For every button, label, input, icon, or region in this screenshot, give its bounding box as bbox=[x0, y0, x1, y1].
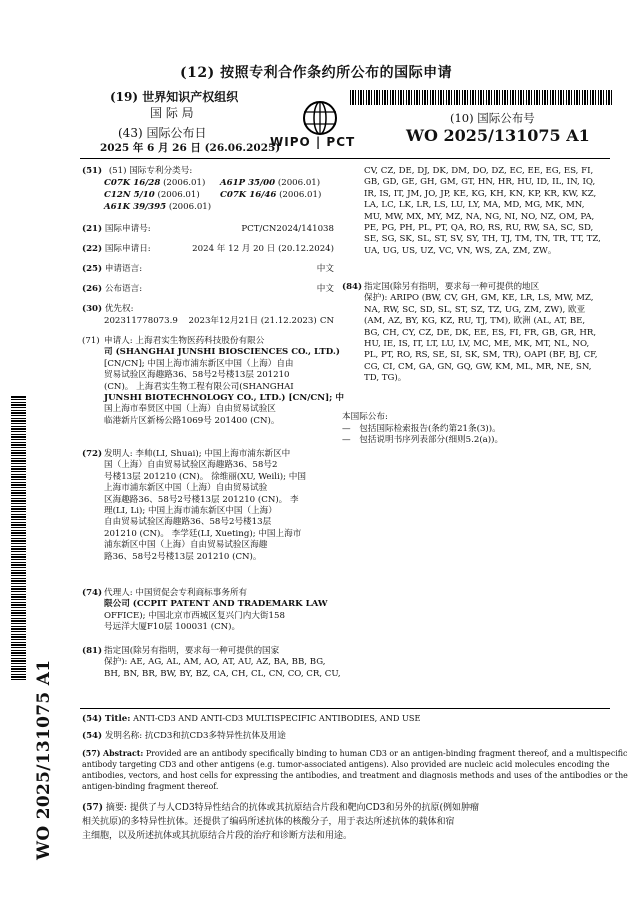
designation-line: TD, TG)。 bbox=[364, 373, 407, 384]
field-26-publication-language bbox=[82, 284, 334, 295]
field-number: (57) bbox=[82, 749, 101, 758]
designation-line: NA, RW, SC, SD, SL, ST, SZ, TZ, UG, ZM, ZW), 欧亚 bbox=[364, 304, 586, 315]
ipc-code-5 bbox=[104, 202, 211, 213]
header-divider bbox=[80, 158, 610, 159]
inventor-line: 发明人: 李帅(LI, Shuai); 中国上海市浦东新区中 bbox=[104, 449, 291, 459]
abstract-line: antibodies, vectors, and host cells for expressing the antibodies, and treatment and diagnosis methods and uses of the antibodies or the bbox=[82, 771, 628, 780]
inventor-line: 201210 (CN)。 李学廷(LI, Xueting); 中国上海市 bbox=[104, 528, 302, 539]
agent-line: 号远洋大厦F10层 100031 (CN)。 bbox=[104, 622, 241, 633]
field-81-national-designations bbox=[104, 646, 344, 680]
applicant-line: JUNSHI BIOTECHNOLOGY CO., LTD.) [CN/CN]; 中 bbox=[104, 393, 344, 404]
side-barcode bbox=[11, 395, 26, 680]
ipc-version: (2006.01) bbox=[163, 178, 206, 188]
field-72-inventors bbox=[104, 449, 344, 563]
designation-line: 指定国(除另有指明，要求每一种可提供的国家 bbox=[104, 646, 280, 656]
field-label: 国际申请号: bbox=[104, 224, 151, 234]
field-22-filing-date bbox=[82, 244, 334, 255]
field-label: 发明名称: bbox=[104, 731, 143, 741]
designation-line: 保护): AE, AG, AL, AM, AO, AT, AU, AZ, BA, BB, BG, bbox=[104, 657, 326, 668]
field-number: (25) bbox=[82, 264, 103, 274]
designation-line: CG, CI, CM, GA, GN, GQ, GW, KM, ML, MR, NE, SN, bbox=[364, 361, 592, 372]
applicant-line: [CN/CN]; 中国上海市浦东新区中国（上海）自由 bbox=[104, 358, 294, 369]
title-text: ANTI-CD3 AND ANTI-CD3 MULTISPECIFIC ANTIBODIES, AND USE bbox=[133, 713, 421, 723]
document-kind-title: (12) 按照专利合作条约所公布的国际申请 bbox=[180, 65, 453, 81]
title-divider bbox=[80, 708, 610, 709]
field-label: 优先权: bbox=[104, 304, 134, 314]
ipc-code-3 bbox=[104, 190, 200, 201]
priority-date: 2023年12月21日 (21.12.2023) bbox=[188, 316, 317, 326]
field-number: (30) bbox=[82, 304, 103, 314]
inventor-line: 上海市浦东新区中国（上海）自由贸易试验 bbox=[104, 483, 268, 494]
field-51-number: (51) bbox=[82, 166, 103, 176]
ipc-version: (2006.01) bbox=[157, 190, 200, 200]
abstract-line: Provided are an antibody specifically binding to human CD3 or an antigen-binding fragment thereof, and a multispecific bbox=[145, 749, 628, 758]
published-item: — 包括说明书序列表部分(细则5.2(a))。 bbox=[342, 435, 504, 446]
field-number: (26) bbox=[82, 284, 103, 294]
ipc-code-2 bbox=[220, 178, 320, 189]
abstract-chinese bbox=[82, 801, 612, 843]
field-71-number: (71) bbox=[82, 336, 100, 346]
designation-line: BG, CH, CY, CZ, DE, DK, EE, ES, FI, FR, GB, GR, HR, bbox=[364, 327, 597, 338]
ipc-code: C07K 16/46 bbox=[220, 190, 277, 200]
right-column-country-list bbox=[364, 166, 612, 257]
ipc-code-4 bbox=[220, 190, 321, 201]
field-71-applicants bbox=[104, 336, 344, 427]
title-english bbox=[82, 713, 421, 725]
field-84-number: (84) bbox=[342, 282, 363, 292]
published-item: — 包括国际检索报告(条约第21条(3))。 bbox=[342, 424, 501, 434]
field-value: 中文 bbox=[316, 284, 334, 294]
abstract-english bbox=[82, 748, 628, 792]
org-name: (19) 世界知识产权组织 bbox=[110, 90, 239, 104]
field-81-number: (81) bbox=[82, 646, 103, 656]
side-pub-number: WO 2025/131075 A1 bbox=[34, 659, 54, 860]
designation-line: HU, IE, IS, IT, LT, LU, LV, MC, ME, MK, MT, NL, NO, bbox=[364, 339, 590, 350]
applicant-line: (CN)。 上海君实生物工程有限公司(SHANGHAI bbox=[104, 381, 294, 392]
abstract-line: 相关抗原)的多特异性抗体。还提供了编码所述抗体的核酸分子，用于表达所述抗体的载体和宿 bbox=[82, 817, 455, 827]
agent-line: OFFICE); 中国北京市西城区复兴门内大街158 bbox=[104, 610, 285, 621]
designation-line: PL, PT, RO, RS, SE, SI, SK, SM, TR), OAPI (BF, BJ, CF, bbox=[364, 350, 598, 361]
inventor-line: 区海趣路36、58号2号楼13层 201210 (CN)。 李 bbox=[104, 494, 299, 505]
applicant-line: 申请人: 上海君实生物医药科技股份有限公 bbox=[104, 336, 265, 346]
priority-claim bbox=[104, 316, 334, 327]
abstract-line: 主细胞，以及所述抗体或其抗原结合片段的治疗和诊断方法和用途。 bbox=[82, 831, 353, 841]
field-number: (21) bbox=[82, 224, 103, 234]
field-value: PCT/CN2024/141038 bbox=[241, 224, 334, 234]
applicant-line: 司 (SHANGHAI JUNSHI BIOSCIENCES CO., LTD.) bbox=[104, 347, 340, 358]
field-30-priority bbox=[82, 304, 134, 315]
published-with-label: 本国际公布: bbox=[342, 412, 388, 422]
ipc-version: (2006.01) bbox=[277, 178, 321, 188]
wipo-pct-logo-text: WIPO | PCT bbox=[270, 135, 356, 149]
field-number: (54) bbox=[82, 731, 103, 741]
designation-line: 指定国(除另有指明，要求每一种可提供的地区 bbox=[364, 282, 540, 292]
country-line: IR, IS, IT, JM, JO, JP, KE, KG, KH, KN, KP, KR, KW, KZ, bbox=[364, 188, 597, 199]
ipc-version: (2006.01) bbox=[279, 190, 322, 200]
field-label: Abstract: bbox=[102, 749, 144, 758]
country-line: LA, LC, LK, LR, LS, LU, LY, MA, MD, MG, MK, MN, bbox=[364, 200, 585, 211]
country-line: UA, UG, US, UZ, VC, VN, WS, ZA, ZM, ZW。 bbox=[364, 245, 557, 256]
ipc-code: C07K 16/28 bbox=[104, 178, 161, 188]
pub-number-label: (10) 国际公布号 bbox=[450, 111, 535, 125]
field-label: Title: bbox=[104, 714, 131, 724]
published-with-list bbox=[342, 424, 503, 447]
priority-country: CN bbox=[319, 316, 334, 326]
agent-line: 代理人: 中国贸促会专利商标事务所有 bbox=[104, 588, 248, 598]
field-label: 摘要: bbox=[105, 803, 127, 813]
applicant-line: 临港新片区新杨公路1069号 201400 (CN)。 bbox=[104, 415, 280, 426]
designation-line: 保护): ARIPO (BW, CV, GH, GM, KE, LR, LS, MW, MZ, bbox=[364, 293, 594, 304]
field-number: (54) bbox=[82, 714, 103, 724]
inventor-line: 国（上海）自由贸易试验区海趣路36、58号2 bbox=[104, 460, 278, 471]
field-51-text: (51) 国际专利分类号: bbox=[108, 166, 193, 176]
country-line: PE, PG, PH, PL, PT, QA, RO, RS, RU, RW, SA, SC, SD, bbox=[364, 223, 594, 234]
country-line: GB, GD, GE, GH, GM, GT, HN, HR, HU, ID, IL, IN, IQ, bbox=[364, 177, 596, 188]
ipc-version: (2006.01) bbox=[168, 202, 212, 212]
title-text: 抗CD3和抗CD3多特异性抗体及用途 bbox=[144, 731, 286, 741]
field-74-agent bbox=[104, 588, 344, 634]
inventor-line: 理(LI, Li); 中国上海市浦东新区中国（上海） bbox=[104, 506, 277, 517]
field-value: 2024 年 12 月 20 日 (20.12.2024) bbox=[192, 244, 334, 254]
designation-line: BH, BN, BR, BW, BY, BZ, CA, CH, CL, CN, CO, CR, CU, bbox=[104, 668, 341, 679]
ipc-code: A61K 39/395 bbox=[104, 202, 167, 212]
abstract-line: antibody targeting CD3 and other antigens (e.g. tumor-associated antigens). Also provided are nucleic acid molecules encoding the bbox=[82, 760, 610, 769]
title-chinese bbox=[82, 731, 286, 742]
applicant-line: 贸易试验区海趣路36、58号2号楼13层 201210 bbox=[104, 370, 290, 381]
inventor-line: 路36、58号2号楼13层 201210 (CN)。 bbox=[104, 551, 262, 562]
abstract-line: 提供了与人CD3特异性结合的抗体或其抗原结合片段和靶向CD3和另外的抗原(例如肿瘤 bbox=[129, 803, 480, 813]
agent-line: 限公司 (CCPIT PATENT AND TRADEMARK LAW bbox=[104, 599, 328, 610]
field-number: (22) bbox=[82, 244, 103, 254]
pub-number: WO 2025/131075 A1 bbox=[406, 126, 590, 145]
inventor-line: 自由贸易试验区海趣路36、58号2号楼13层 bbox=[104, 517, 272, 528]
inventor-line: 号楼13层 201210 (CN)。 徐维丽(XU, Weili); 中国 bbox=[104, 471, 306, 482]
pub-date-label: (43) 国际公布日 bbox=[118, 126, 207, 140]
field-51-label bbox=[82, 166, 192, 177]
field-84-regional-designations bbox=[364, 282, 612, 385]
abstract-line: antigen-binding fragment thereof. bbox=[82, 782, 219, 791]
top-barcode bbox=[350, 90, 612, 105]
field-74-number: (74) bbox=[82, 588, 103, 598]
ipc-code: A61P 35/00 bbox=[220, 178, 276, 188]
pub-date: 2025 年 6 月 26 日 (26.06.2025) bbox=[100, 142, 281, 154]
ipc-code: C12N 5/10 bbox=[104, 190, 155, 200]
field-number: (57) bbox=[82, 803, 104, 813]
field-25-filing-language bbox=[82, 264, 334, 275]
field-label: 申请语言: bbox=[104, 264, 143, 274]
field-72-number: (72) bbox=[82, 449, 103, 459]
field-21-application-number bbox=[82, 224, 334, 235]
field-label: 公布语言: bbox=[104, 284, 143, 294]
applicant-line: 国上海市奉贤区中国（上海）自由贸易试验区 bbox=[104, 404, 276, 415]
country-line: SE, SG, SK, SL, ST, SV, SY, TH, TJ, TM, TN, TR, TT, TZ, bbox=[364, 234, 601, 245]
designation-line: (AM, AZ, BY, KG, KZ, RU, TJ, TM), 欧洲 (AL, AT, BE, bbox=[364, 316, 586, 327]
field-value: 中文 bbox=[316, 264, 334, 274]
country-line: MU, MW, MX, MY, MZ, NA, NG, NI, NO, NZ, OM, PA, bbox=[364, 211, 595, 222]
org-bureau: 国 际 局 bbox=[150, 106, 194, 120]
inventor-line: 浦东新区中国（上海）自由贸易试验区海趣 bbox=[104, 540, 268, 551]
ipc-code-1 bbox=[104, 178, 205, 189]
priority-app-number: 202311778073.9 bbox=[104, 316, 178, 326]
country-line: CV, CZ, DE, DJ, DK, DM, DO, DZ, EC, EE, EG, ES, FI, bbox=[364, 166, 594, 176]
field-label: 国际申请日: bbox=[104, 244, 151, 254]
